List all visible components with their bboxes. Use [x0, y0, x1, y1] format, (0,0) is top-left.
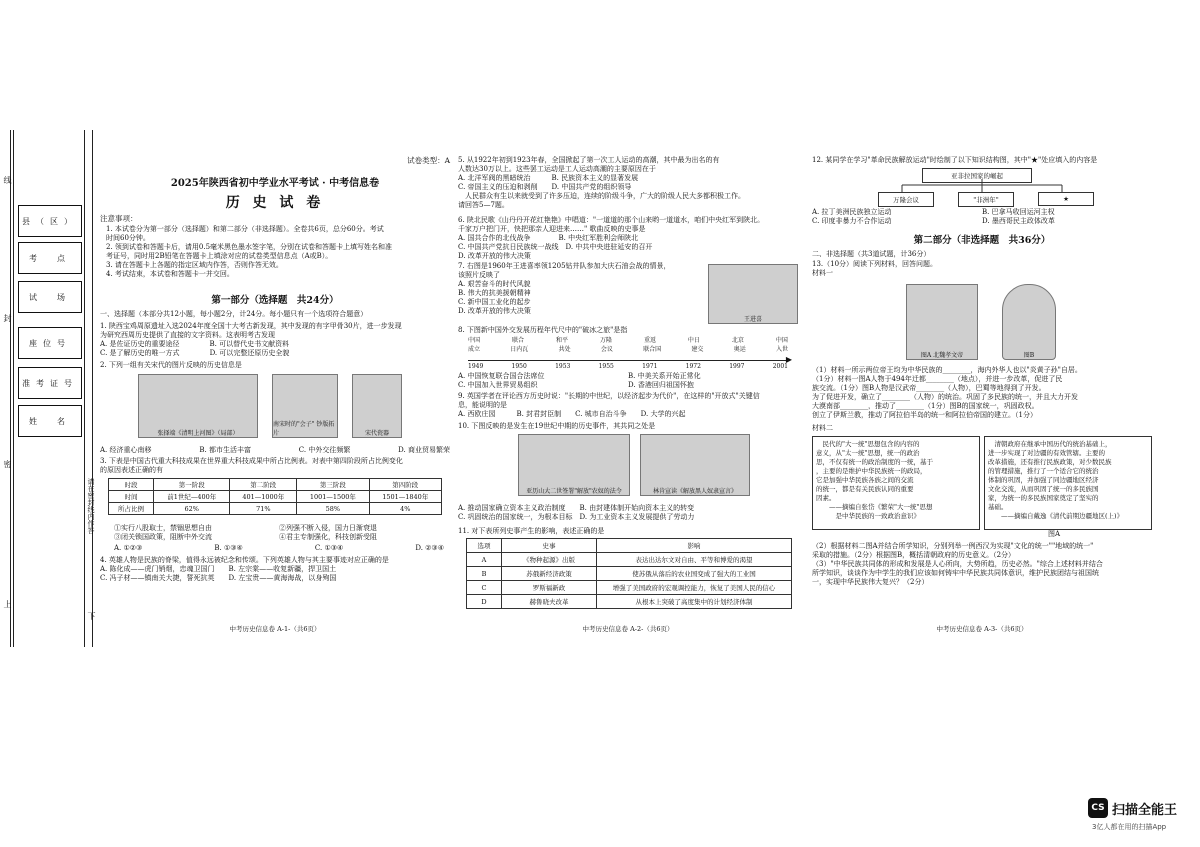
timeline-event: 中国	[468, 337, 481, 344]
material2-label: 材料二	[812, 424, 833, 432]
q1-line: 1. 陕西宝鸡周原遗址入选2024年度全国十大考古新发现，其中发现的有字甲骨30片，进一步发现	[100, 322, 402, 330]
subject-title: 历 史 试 卷	[225, 195, 325, 211]
page-3-footer: 中考历史信息卷 A-3-（共6页）	[936, 625, 1028, 633]
q6-line: 6. 陕北民歌《山丹丹开花红艳艳》中唱道："一道道的那个山来哟一道道水，咱们中央红军到陕北。	[458, 216, 765, 224]
q11-table-cell: 表达出达尔文对自由、平等和博爱的渴望	[597, 553, 792, 567]
q13-subquestions	[812, 542, 1152, 587]
timeline-year: 1972	[685, 363, 701, 370]
part2-intro: 二、非选择题（共3道试题，计36分）	[812, 250, 931, 258]
q3-table-cell: 1501—1840年	[369, 491, 441, 503]
q13-sub-line: （2）根据材料二图A并结合所学知识，分别列举一例西汉为实现"文化的统一""地域的统一"	[812, 542, 1094, 550]
q12-option-d[interactable]: D. 墨西哥民主政体改革	[982, 217, 1055, 225]
quote-line: 的管理措施，推行了一个适合它的统治	[988, 467, 1099, 475]
page-1	[100, 152, 450, 647]
q13-text-line[interactable]: 创立了伊斯兰教，推动了阿拉伯半岛的统一和阿拉伯帝国的建立。（1分）	[812, 411, 1037, 419]
timeline-year: 1953	[555, 363, 571, 370]
q8-timeline-years	[468, 362, 788, 371]
q8-option-b[interactable]: B. 中美关系开始正常化	[628, 372, 701, 380]
page-1-footer: 中考历史信息卷 A-1-（共6页）	[229, 625, 321, 633]
q12-diagram-connectors	[872, 179, 1092, 193]
q8-option-d[interactable]: D. 香港回归祖国怀抱	[628, 381, 694, 389]
quote-right-caption: 图A	[1048, 530, 1061, 538]
q1-option-a[interactable]: A. 是佐证历史的重要途径	[100, 340, 180, 348]
q12-box-star[interactable]: ★	[1038, 192, 1094, 206]
q11-table-cell: 苏俄新经济政策	[502, 567, 597, 581]
q12-options	[812, 208, 1152, 226]
question-7	[458, 262, 698, 316]
q12-option-a[interactable]: A. 拉丁美洲民族独立运动	[812, 208, 892, 216]
q5-line: 5. 从1922年初到1923年春，全国掀起了第一次工人运动的高潮，其中最为出名的有	[458, 156, 720, 164]
q3-table-cell: 401—1000年	[230, 491, 297, 503]
q2-option-b[interactable]: B. 都市生活丰富	[199, 446, 251, 454]
q7-line: 7. 右图是1960年王进喜率领1205钻井队参加大庆石油会战的情景，	[458, 262, 671, 270]
q3-table-cell: 第二阶段	[230, 479, 297, 491]
scanner-slogan: 3亿人都在用的扫描App	[1092, 823, 1167, 831]
seal-mark-up: 上	[3, 600, 12, 608]
q10-options-line[interactable]: A. 推动国家确立资本主义政治制度 B. 由封建体制开始向资本主义的转变	[458, 504, 695, 512]
q11-table-cell: 从根本上突破了高度集中的计划经济体制	[597, 595, 792, 609]
q13-sub-line: 所学知识，谈谈作为中学生的我们应该如何铸牢中华民族共同体意识，维护民族团结与祖国统	[812, 569, 1099, 577]
timeline-label: 成立	[468, 346, 481, 353]
quote-line: 体制的巩固，并加强了同边疆地区经济	[988, 476, 1099, 484]
seal-mark-dense: 密	[3, 460, 12, 468]
q2-option-a[interactable]: A. 经济重心南移	[100, 446, 152, 454]
q11-table-header: 史事	[502, 539, 597, 553]
q5-option-line[interactable]: C. 帝国主义的压迫和剥削 D. 中国共产党的组织领导	[458, 183, 632, 191]
q3-item: ④君主专制强化，科技创新受阻	[279, 533, 377, 541]
q2-image-banknote: 南宋时的"会子" 钞版拓片	[272, 374, 338, 438]
q11-table-cell: A	[467, 553, 502, 567]
q13-text-line[interactable]: （1分）材料一图A人物于494年迁都________（地点），并进一步改革，促进了民	[812, 375, 1063, 383]
q12-option-c[interactable]: C. 印度非暴力不合作运动	[812, 217, 892, 225]
q2-option-d[interactable]: D. 商业贸易繁荣	[398, 446, 450, 454]
q13-text	[812, 366, 1152, 420]
timeline-year: 1955	[598, 363, 614, 370]
quote-line: 清朝政府在继承中国历代的统治基础上，	[988, 440, 1112, 448]
quote-line: 意义，从"太一统"思想，统一的政治	[816, 449, 920, 457]
q1-line: 为研究西周历史提供了直接的文字资料。这表明考古发现	[100, 331, 275, 339]
timeline-year: 1949	[468, 363, 484, 370]
q10-options-line[interactable]: C. 巩固统治的国家统一，为根本目标 D. 为工业资本主义发展提供了劳动力	[458, 513, 695, 521]
q7-option-a[interactable]: A. 艰苦奋斗的时代风貌	[458, 280, 531, 288]
q3-item: ①实行八股取士，禁锢思想自由	[114, 524, 212, 532]
timeline-event: 万隆	[599, 337, 612, 344]
part1-title: 第一部分（选择题 共24分）	[211, 295, 339, 306]
quote-line: 进一步实现了对边疆的有效管辖。主要的	[988, 449, 1105, 457]
q13-line: 13.（10分）阅读下列材料，回答问题。	[812, 260, 938, 268]
q11-table-header: 选项	[467, 539, 502, 553]
quote-box-left	[812, 436, 980, 530]
q3-table-cell: 4%	[369, 503, 441, 515]
q6-option-line[interactable]: C. 中国共产党抗日民族统一战线 D. 中共中央进驻延安的召开	[458, 243, 653, 251]
quote-line: 的统一，都是有关民族认同的重要	[816, 485, 914, 493]
binding-box-admission[interactable]: 准考证号	[18, 367, 82, 399]
question-13	[812, 260, 937, 278]
q13-sub-line: 一，实现中华民族伟大复兴？（2分）	[812, 578, 929, 586]
timeline-event: 中日	[687, 337, 700, 344]
notes-head: 注意事项：	[100, 214, 138, 223]
binding-box-exam-site[interactable]: 考 点	[18, 242, 82, 274]
q1-option-d[interactable]: D. 可以完整还原历史全貌	[209, 349, 290, 357]
page-2	[458, 152, 798, 647]
q3-table-cell: 1001—1500年	[297, 491, 369, 503]
quote-line: 是中华民族的一致政治意识》	[816, 512, 920, 520]
binding-strip	[0, 0, 100, 847]
q8-option-a[interactable]: A. 中国恢复联合国合法席位	[458, 372, 545, 380]
quote-box-right	[984, 436, 1152, 530]
q12-option-b[interactable]: B. 巴拿马收回运河主权	[982, 208, 1055, 216]
q3-options	[114, 544, 444, 553]
q2-option-c[interactable]: C. 中外交往频繁	[298, 446, 351, 454]
q4-line[interactable]: A. 陈化成——虎门销烟，忠魂卫国门 B. 左宗棠——收复新疆，捍卫国土	[100, 565, 337, 573]
timeline-year: 2001	[772, 363, 788, 370]
note-line: 1. 本试卷分为第一部分（选择题）和第二部分（非选择题）。全卷共6页，总分60分。考试	[106, 225, 384, 233]
question-1	[100, 322, 450, 358]
quote-line: ，主要的是维护中华民族统一的政局，	[816, 467, 927, 475]
seal-mark-line: 线	[3, 176, 12, 184]
question-10: 10. 下图反映的是发生在19世纪中期的历史事件，其共同之处是	[458, 422, 656, 430]
q7-image-oilfield: 王进喜	[708, 264, 798, 324]
notes-list	[106, 225, 450, 279]
q6-line: 千家万户把门开，快把那亲人迎进来……" 歌曲反映的史事是	[458, 225, 646, 233]
q13-line: 材料一	[812, 269, 833, 277]
seal-mark-down: 下	[87, 612, 96, 620]
note-line: 时间60分钟。	[106, 234, 150, 242]
binding-box-county[interactable]: 县（区）	[18, 205, 82, 237]
q9-options-line[interactable]: A. 西欧庄园 B. 封君封臣制 C. 城市自治斗争 D. 大学的兴起	[458, 410, 686, 418]
q7-line: 该照片反映了	[458, 271, 500, 279]
timeline-event: 重返	[643, 337, 656, 344]
note-line: 2. 领到试卷和答题卡后，请用0.5毫米黑色墨水签字笔，分别在试卷和答题卡上填写姓名和准	[106, 243, 393, 251]
quote-line: 因素。	[816, 494, 836, 502]
timeline-event: 北京	[731, 337, 744, 344]
q11-table-cell: C	[467, 581, 502, 595]
q13-text-line[interactable]: 族交流。（1分）图B人物是汉武帝________（人物），巴蜀等地得到了开发。	[812, 384, 1046, 392]
q7-option-b[interactable]: B. 伟大的抗美援朝精神	[458, 289, 531, 297]
timeline-event: 中国	[775, 337, 788, 344]
q11-table-cell: B	[467, 567, 502, 581]
q4-line[interactable]: C. 冯子材——镇南关大捷，誓死抗英 D. 左宝贵——黄海海战，以身殉国	[100, 574, 337, 582]
q13-text-line[interactable]: 大漠南部________，推动了________（1分）图B的国家统一，巩固政权。	[812, 402, 1039, 410]
timeline-label: 会议	[600, 346, 613, 353]
timeline-year: 1971	[642, 363, 658, 370]
q3-option-a[interactable]: A. ①②③	[114, 544, 143, 552]
q3-table-cell: 前1世纪—400年	[154, 491, 230, 503]
binding-line	[92, 130, 93, 647]
q2-image-porcelain: 宋代瓷器	[352, 374, 402, 438]
q9-line: 9. 英国学者在评论西方历史时说："长期的中世纪，以经济起步为代价"，在这样的"开放式"关键信	[458, 392, 760, 400]
table-row[interactable]	[467, 581, 792, 595]
page-2-footer: 中考历史信息卷 A-2-（共6页）	[582, 625, 674, 633]
q11-table-cell: 使苏俄从落后的农业国变成了强大的工业国	[597, 567, 792, 581]
binding-box-name[interactable]: 姓 名	[18, 405, 82, 437]
question-11: 11. 对下表所列史事产生的影响，表述正确的是	[458, 527, 605, 535]
q8-option-c[interactable]: C. 中国加入世界贸易组织	[458, 381, 538, 389]
question-4	[100, 556, 450, 583]
q13-sub-line: （3）"中华民族共同体的形成和发展是人心所向，大势所趋，历史必然。"综合上述材料并结合	[812, 560, 1103, 568]
table-row[interactable]	[467, 595, 792, 609]
timeline-event: 联合	[511, 337, 524, 344]
scanner-logo-icon: CS	[1088, 798, 1108, 818]
quote-line: 改革措施，还有推行民族政策，对少数民族	[988, 458, 1112, 466]
q3-table-cell: 第四阶段	[369, 479, 441, 491]
binding-line	[10, 130, 11, 647]
seal-mark-seal: 封	[3, 314, 12, 322]
q11-table-header: 影响	[597, 539, 792, 553]
q10-image-lincoln: 林肯宣读《解放黑人奴隶宣言》	[640, 434, 750, 496]
q6-option-line[interactable]: D. 改革开放的伟大决策	[458, 252, 531, 260]
q11-table-cell: 赫鲁晓夫改革	[502, 595, 597, 609]
q3-line: 的原因表述正确的有	[100, 466, 163, 474]
q3-line: 3. 下表是中国古代重大科技成果在世界重大科技成果中所占比例表。对表中第四阶段所占比例变化	[100, 457, 403, 465]
q2-image-painting: 张择端《清明上河图》（局部）	[138, 374, 258, 438]
q4-line: 4. 英雄人物是民族的脊梁，值得永远被纪念和传颂。下列英雄人物与其主要事迹对应正确的是	[100, 556, 389, 564]
q5-option-line[interactable]: A. 北洋军阀的黑暗统治 B. 民族资本主义的显著发展	[458, 174, 639, 182]
quote-line: 家，为统一的多民族国家奠定了坚实的	[988, 494, 1099, 502]
q10-options	[458, 504, 798, 522]
q2-options	[100, 446, 450, 455]
q1-option-b[interactable]: B. 可以替代史书文献资料	[209, 340, 290, 348]
table-row[interactable]	[467, 553, 792, 567]
question-6	[458, 216, 798, 261]
quote-line: 它是加强中华民族各族之间的交流	[816, 476, 914, 484]
binding-box-seat[interactable]: 座位号	[18, 327, 82, 359]
q3-option-b[interactable]: B. ①③④	[214, 544, 243, 552]
q8-timeline-labels	[468, 345, 788, 354]
q7-option-d[interactable]: D. 改革开放的伟大决策	[458, 307, 531, 315]
quote-line: 文化交流，从而巩固了统一的多民族国	[988, 485, 1099, 493]
q3-option-d[interactable]: D. ②③④	[415, 544, 444, 552]
quote-line: 基础。	[988, 503, 1008, 511]
q3-items	[114, 524, 444, 542]
q5-line: 请回答5—7题。	[458, 201, 509, 209]
q5-line: 人民群众有生以来就受到了许多压迫，连续的阶级斗争，广大的阶级人民大多都积极工作。	[458, 192, 745, 200]
q3-item: ②列强不断入侵，国力日渐衰退	[279, 524, 377, 532]
question-8: 8. 下图新中国外交发展历程年代尺中的"破冰之旅"是指	[458, 326, 628, 334]
q3-table-cell: 时间	[109, 491, 154, 503]
timeline-label: 奥运	[733, 346, 746, 353]
timeline-label: 日内瓦	[510, 346, 529, 353]
paper-type: 试卷类型：A	[407, 156, 450, 165]
question-12: 12. 某同学在学习"革命民族解放运动"时绘制了以下知识结构图，其中"★"处应填入的内容是	[812, 156, 1098, 164]
binding-line	[13, 130, 14, 647]
timeline-year: 1950	[511, 363, 527, 370]
q11-table-cell: 罗斯福新政	[502, 581, 597, 595]
q8-options	[458, 372, 798, 390]
q6-option-line[interactable]: A. 国共合作的北伐战争 B. 中央红军胜利会师陕北	[458, 234, 639, 242]
q13-image-b: 图B	[1002, 284, 1056, 360]
question-3	[100, 457, 450, 475]
q13-text-line[interactable]: （1）材料一所示两位帝王均为中华民族的________，海内外华人也以"炎黄子孙"自居。	[812, 366, 1082, 374]
seal-instruction: 请在密封线内作答	[87, 478, 95, 534]
q11-table-cell: D	[467, 595, 502, 609]
page-3	[812, 152, 1152, 647]
timeline-label: 入世	[775, 346, 788, 353]
part1-intro: 一、选择题（本部分共12小题，每小题2分，计24分。每小题只有一个选项符合题意）	[100, 310, 368, 318]
timeline-label: 联合国	[643, 346, 662, 353]
scanner-app-name: 扫描全能王	[1112, 803, 1178, 818]
note-line: 考证号，同时用2B铅笔在答题卡上填涂对应的试卷类型信息点（A或B）。	[106, 252, 333, 260]
q5-line: 人数达30万以上。这些罢工运动是工人运动高潮的主要原因在于	[458, 165, 656, 173]
quote-line: 思，不仅有统一的政治制度的一统，基于	[816, 458, 933, 466]
question-9	[458, 392, 798, 419]
q3-table-cell: 所占比例	[109, 503, 154, 515]
q12-box-africa-year: "非洲年"	[958, 192, 1014, 207]
q8-timeline-axis: ▶	[468, 360, 788, 361]
table-row[interactable]	[467, 567, 792, 581]
q3-table-cell: 62%	[154, 503, 230, 515]
q3-table-cell: 71%	[230, 503, 297, 515]
q11-table-cell: 《物种起源》出版	[502, 553, 597, 567]
q12-box-bandung: 万隆会议	[878, 192, 934, 207]
question-2: 2. 下列一组有关宋代的图片反映的历史信息是	[100, 361, 242, 369]
q11-table-cell: 增强了美国政府的宏观调控能力，恢复了美国人民的信心	[597, 581, 792, 595]
question-5	[458, 156, 798, 210]
binding-box-exam-room[interactable]: 试 场	[18, 281, 82, 313]
q3-table-cell: 第一阶段	[154, 479, 230, 491]
timeline-year: 1997	[729, 363, 745, 370]
q12-diagram-top: 亚非拉国家的崛起	[922, 168, 1032, 183]
q8-timeline-events	[468, 336, 788, 345]
q3-table-cell: 时段	[109, 479, 154, 491]
q13-sub-line: 采取的措施。（2分）根据图B，概括清朝政府的历史意义。（2分）	[812, 551, 1016, 559]
q3-item: ③闭关锁国政策，阻断中外交流	[114, 533, 212, 541]
q1-option-c[interactable]: C. 是了解历史的唯一方式	[100, 349, 180, 357]
note-line: 4. 考试结束，本试卷和答题卡一并交回。	[106, 270, 234, 278]
binding-line	[84, 130, 85, 647]
q3-table	[108, 478, 442, 515]
note-line: 3. 请在答题卡上各题的指定区域内作答，否则作答无效。	[106, 261, 283, 269]
q13-image-a: 图A 北魏孝文帝	[906, 284, 978, 360]
timeline-label: 建交	[691, 346, 704, 353]
quote-line: ——摘编自戴逸《清代前期边疆地区(上)》	[988, 512, 1124, 520]
q3-table-cell: 58%	[297, 503, 369, 515]
q9-line: 息，能说明的是	[458, 401, 507, 409]
main-title: 2025年陕西省初中学业水平考试 · 中考信息卷	[170, 178, 380, 189]
q13-text-line[interactable]: 为了促进开发，确立了________（人物）的统治。巩固了多民族的统一，并且大力开发	[812, 393, 1078, 401]
q7-option-c[interactable]: C. 新中国工业化的起步	[458, 298, 531, 306]
timeline-event: 和平	[555, 337, 568, 344]
quote-line: ——摘编自张岱《繁荣"大一统"思想	[816, 503, 933, 511]
q3-table-cell: 第三阶段	[297, 479, 369, 491]
q10-image-alexander: 亚历山大二世签署"解放"农奴的法令	[518, 434, 630, 496]
quote-line: 民代的"大一统"思想包含的内容的	[816, 440, 920, 448]
q3-option-c[interactable]: C. ①③④	[314, 544, 344, 552]
scanner-watermark	[1088, 798, 1194, 838]
part2-title: 第二部分（非选择题 共36分）	[913, 235, 1051, 246]
q11-table	[466, 538, 792, 609]
timeline-label: 共处	[558, 346, 571, 353]
